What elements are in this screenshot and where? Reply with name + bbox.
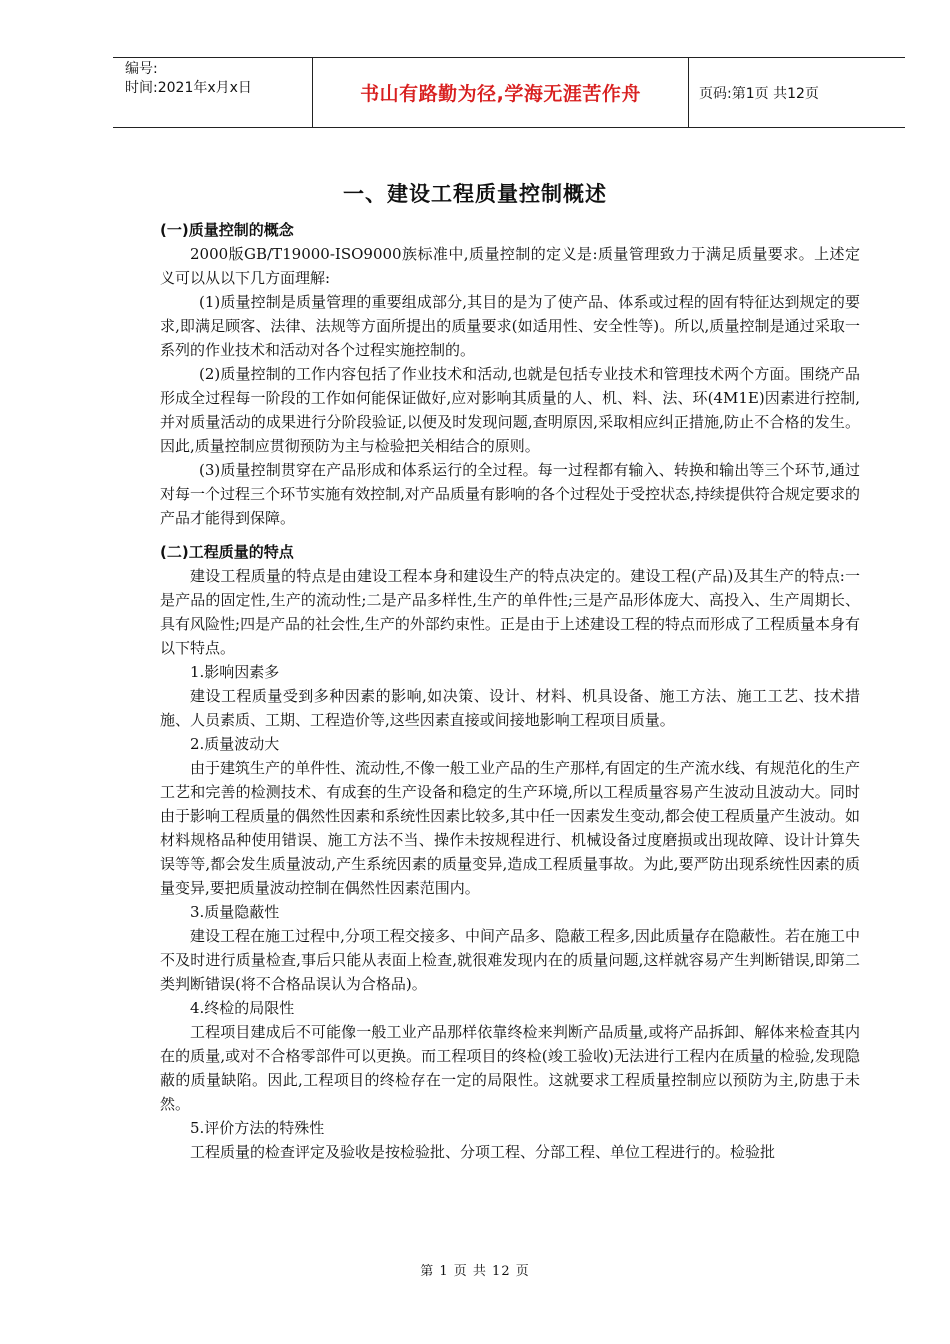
date-label: 时间:2021年x月x日 [125,80,252,96]
paragraph: (1)质量控制是质量管理的重要组成部分,其目的是为了使产品、体系或过程的固有特征达到规定的要求,即满足顾客、法律、法规等方面所提出的质量要求(如适用性、安全性等)。所以,质量控制是通过采取一系列的作业技术和活动对各个过程实施控制的。 [160,293,860,359]
page-title: 一、建设工程质量控制概述 [343,182,607,206]
paragraph: 由于建筑生产的单件性、流动性,不像一般工业产品的生产那样,有固定的生产流水线、有规范化的生产工艺和完善的检测技术、有成套的生产设备和稳定的生产环境,所以工程质量容易产生波动且波动大。同时由于影响工程质量的偶然性因素和系统性因素比较多,其中任一因素发生变动,都会使工程质量产生波动。如材料规格品种使用错误、施工方法不当、操作未按规程进行、机械设备过度磨损或出现故障、设计计算失误等等,都会发生质量波动,产生系统因素的质量变异,造成工程质量事故。为此,要严防出现系统性因素的质量变异,要把质量波动控制在偶然性因素范围内。 [160,759,860,897]
document-body [160,218,860,1164]
paragraph: 建设工程质量的特点是由建设工程本身和建设生产的特点决定的。建设工程(产品)及其生产的特点:一是产品的固定性,生产的流动性;二是产品多样性,生产的单件性;三是产品形体庞大、高投入、生产周期长、具有风险性;四是产品的社会性,生产的外部约束性。正是由于上述建设工程的特点而形成了工程质量本身有以下特点。 [160,567,860,657]
serial-label: 编号: [125,61,158,77]
paragraph: (3)质量控制贯穿在产品形成和体系运行的全过程。每一过程都有输入、转换和输出等三个环节,通过对每一个过程三个环节实施有效控制,对产品质量有影响的各个过程处于受控状态,持续提供符合规定要求的产品才能得到保障。 [160,461,860,527]
paragraph: (2)质量控制的工作内容包括了作业技术和活动,也就是包括专业技术和管理技术两个方面。围绕产品形成全过程每一阶段的工作如何能保证做好,应对影响其质量的人、机、料、法、环(4M1E)因素进行控制,并对质量活动的成果进行分阶段验证,以便及时发现问题,查明原因,采取相应纠正措施,防止不合格的发生。因此,质量控制应贯彻预防为主与检验把关相结合的原则。 [160,365,860,455]
page-footer: 第 1 页 共 12 页 [420,1264,530,1279]
subheading: 4.终检的局限性 [190,999,295,1017]
page-header [113,57,905,128]
paragraph: 工程项目建成后不可能像一般工业产品那样依靠终检来判断产品质量,或将产品拆卸、解体来检查其内在的质量,或对不合格零部件可以更换。而工程项目的终检(竣工验收)无法进行工程内在质量的检验,发现隐蔽的质量缺陷。因此,工程项目的终检存在一定的局限性。这就要求工程质量控制应以预防为主,防患于未然。 [160,1023,860,1113]
paragraph: 建设工程质量受到多种因素的影响,如决策、设计、材料、机具设备、施工方法、施工工艺、技术措施、人员素质、工期、工程造价等,这些因素直接或间接地影响工程项目质量。 [160,687,860,729]
paragraph: 工程质量的检查评定及验收是按检验批、分项工程、分部工程、单位工程进行的。检验批 [190,1143,776,1161]
subheading: 1.影响因素多 [190,663,280,681]
subheading: 2.质量波动大 [190,735,280,753]
subheading: 3.质量隐蔽性 [190,903,280,921]
paragraph: 建设工程在施工过程中,分项工程交接多、中间产品多、隐蔽工程多,因此质量存在隐蔽性。若在施工中不及时进行质量检查,事后只能从表面上检查,就很难发现内在的质量问题,这样就容易产生判断错误,即第二类判断错误(将不合格品误认为合格品)。 [160,927,860,993]
subheading: 5.评价方法的特殊性 [190,1119,325,1137]
header-motto: 书山有路勤为径,学海无涯苦作舟 [313,58,689,127]
header-page-info: 页码:第1页 共12页 [699,85,819,102]
header-meta [113,58,313,127]
section-heading: (二)工程质量的特点 [160,543,294,561]
paragraph: 2000版GB/T19000-ISO9000族标准中,质量控制的定义是:质量管理致力于满足质量要求。上述定义可以从以下几方面理解: [160,245,860,287]
section-heading: (一)质量控制的概念 [160,221,294,239]
